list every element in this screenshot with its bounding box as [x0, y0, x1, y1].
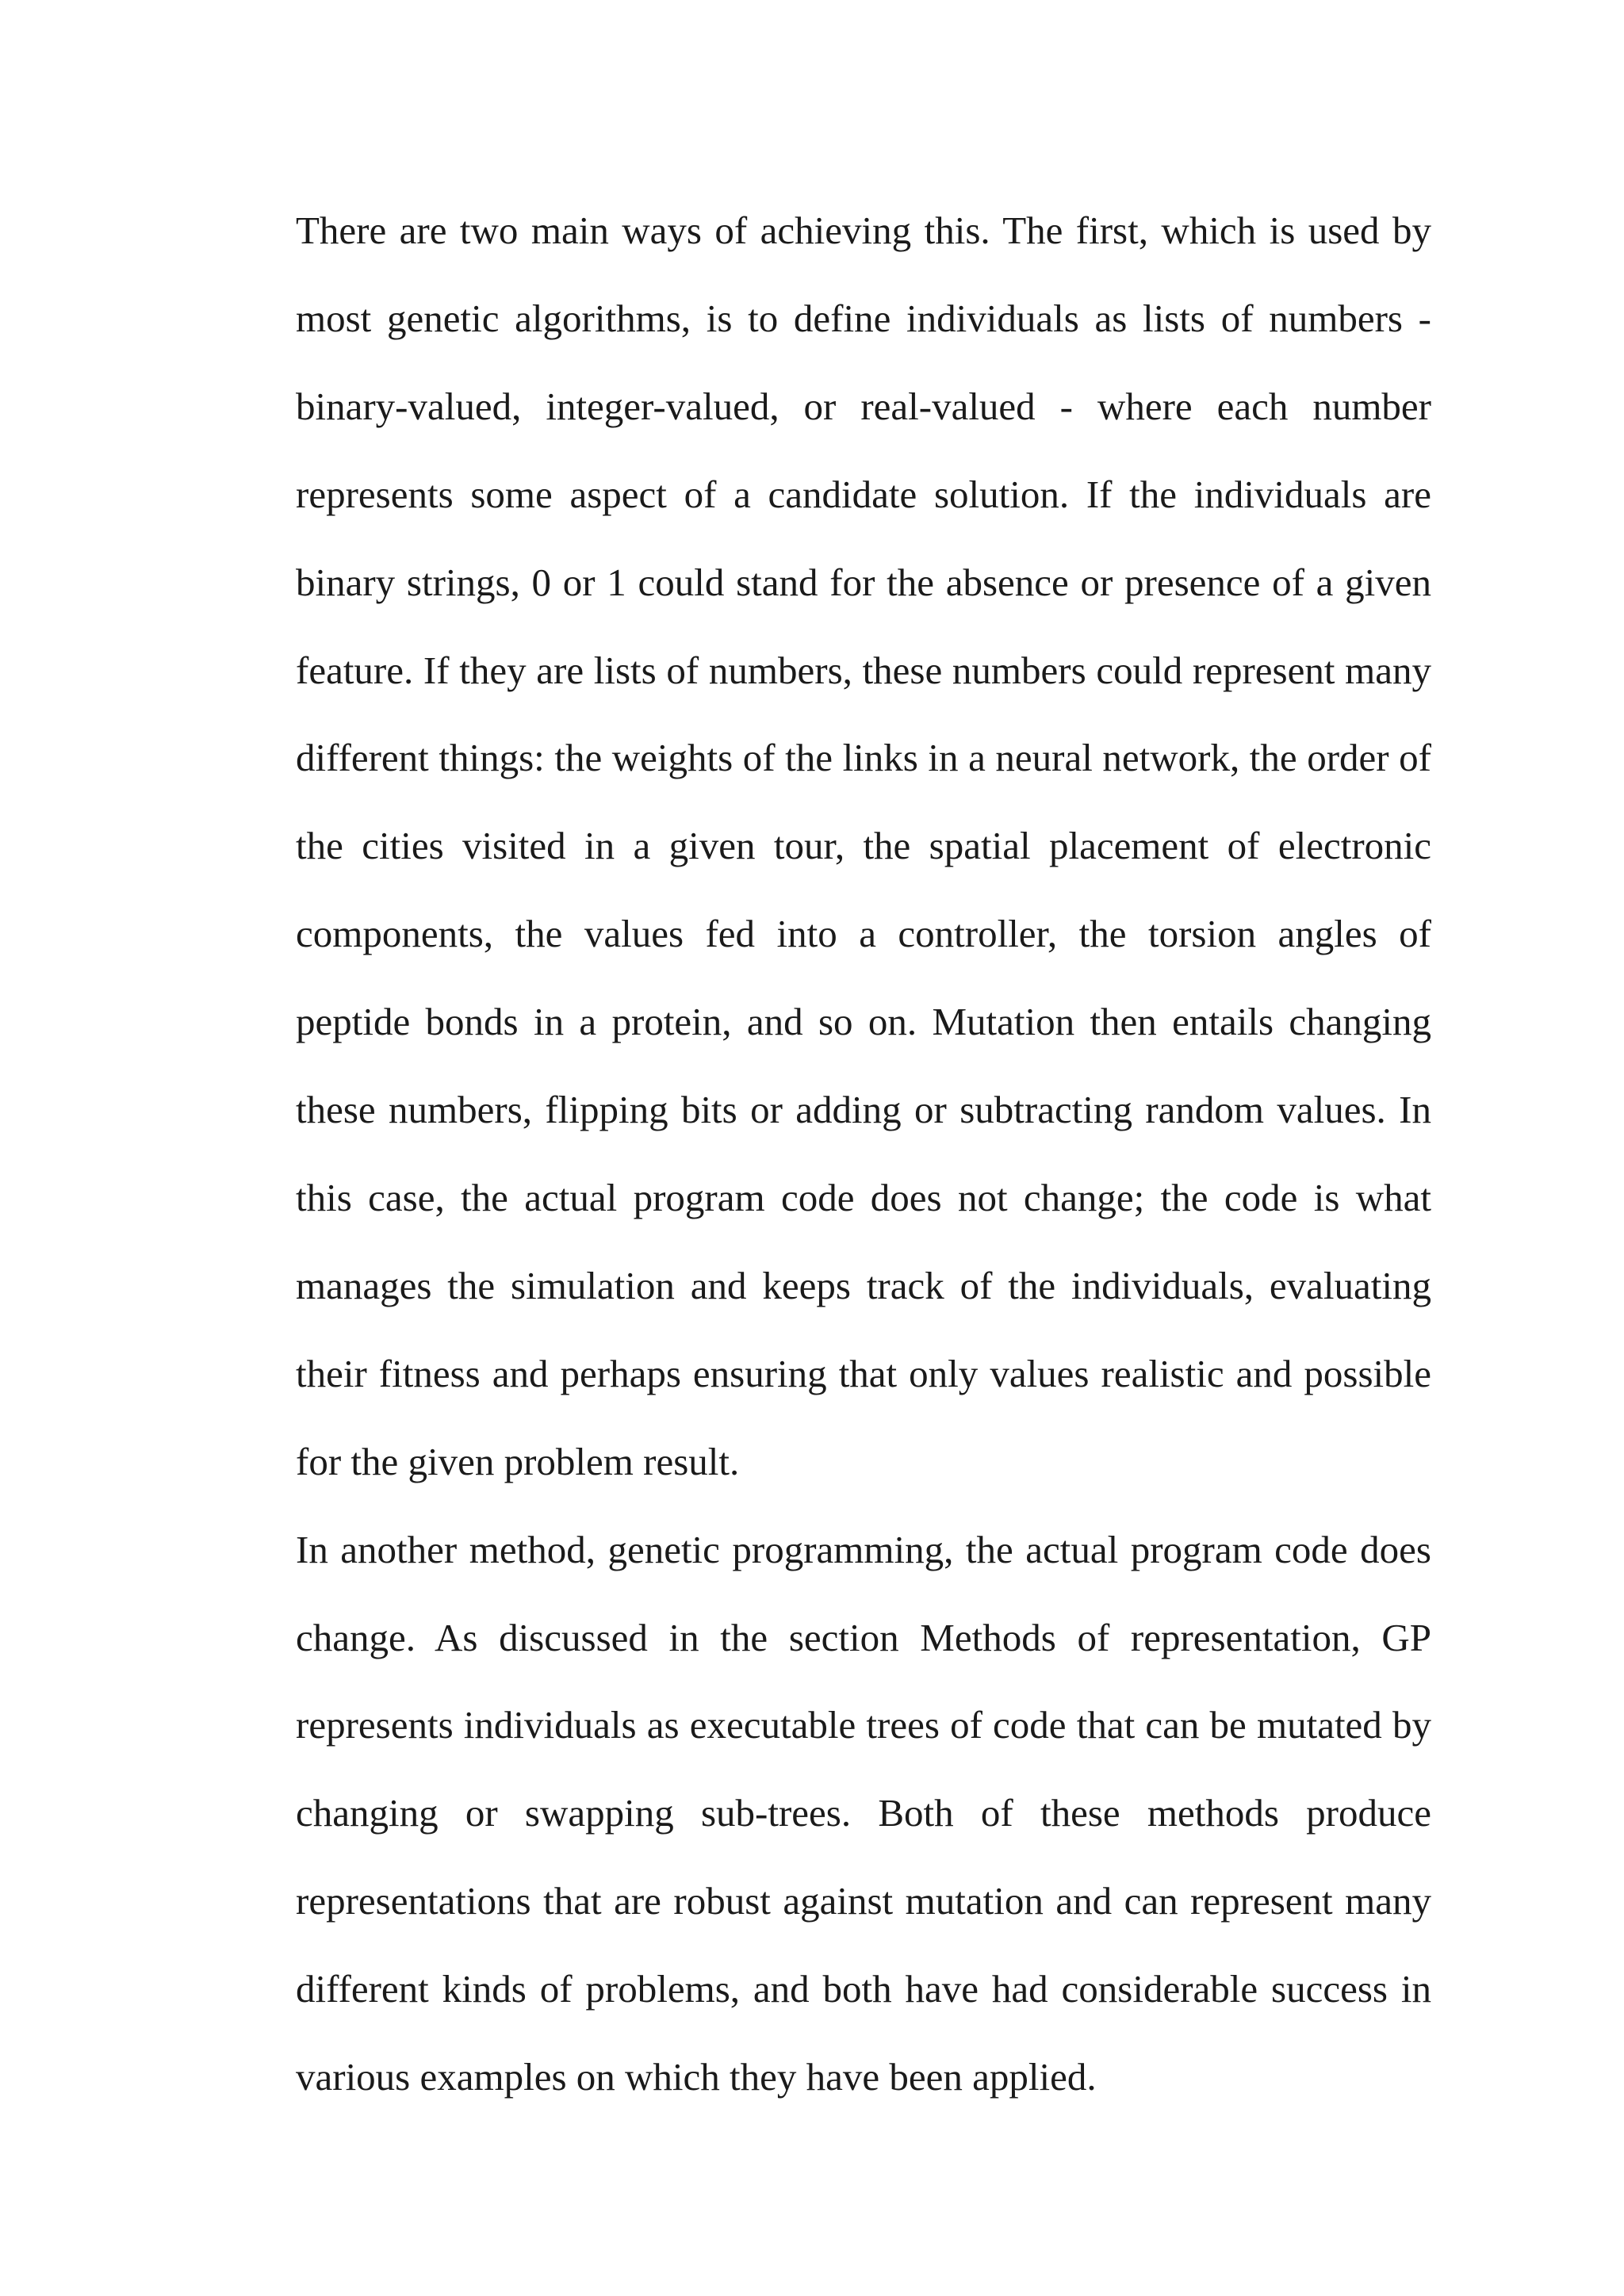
paragraph-2: In another method, genetic programming, the actual program code does change. As discussed in the section Methods of representation, GP represents individuals as executable trees of code that can be mutated by changing or swapping sub-trees. Both of these methods produce representations that are robust against mutation and can represent many different kinds of problems, and both have had considerable success in various examples on which they have been applied. [296, 1527, 1431, 2099]
paragraph-1: There are two main ways of achieving this. The first, which is used by most genetic algorithms, is to define individuals as lists of numbers - binary-valued, integer-valued, or real-valued - where each number represents some aspect of a candidate solution. If the individuals are binary strings, 0 or 1 could stand for the absence or presence of a given feature. If they are lists of numbers, these numbers could represent many different things: the weights of the links in a neural network, the order of the cities visited in a given tour, the spatial placement of electronic components, the values fed into a controller, the torsion angles of peptide bonds in a protein, and so on. Mutation then entails changing these numbers, flipping bits or adding or subtracting random values. In this case, the actual program code does not change; the code is what manages the simulation and keeps track of the individuals, evaluating their fitness and perhaps ensuring that only values realistic and possible for the given problem result. [296, 209, 1431, 1483]
body-text [296, 187, 1431, 2122]
